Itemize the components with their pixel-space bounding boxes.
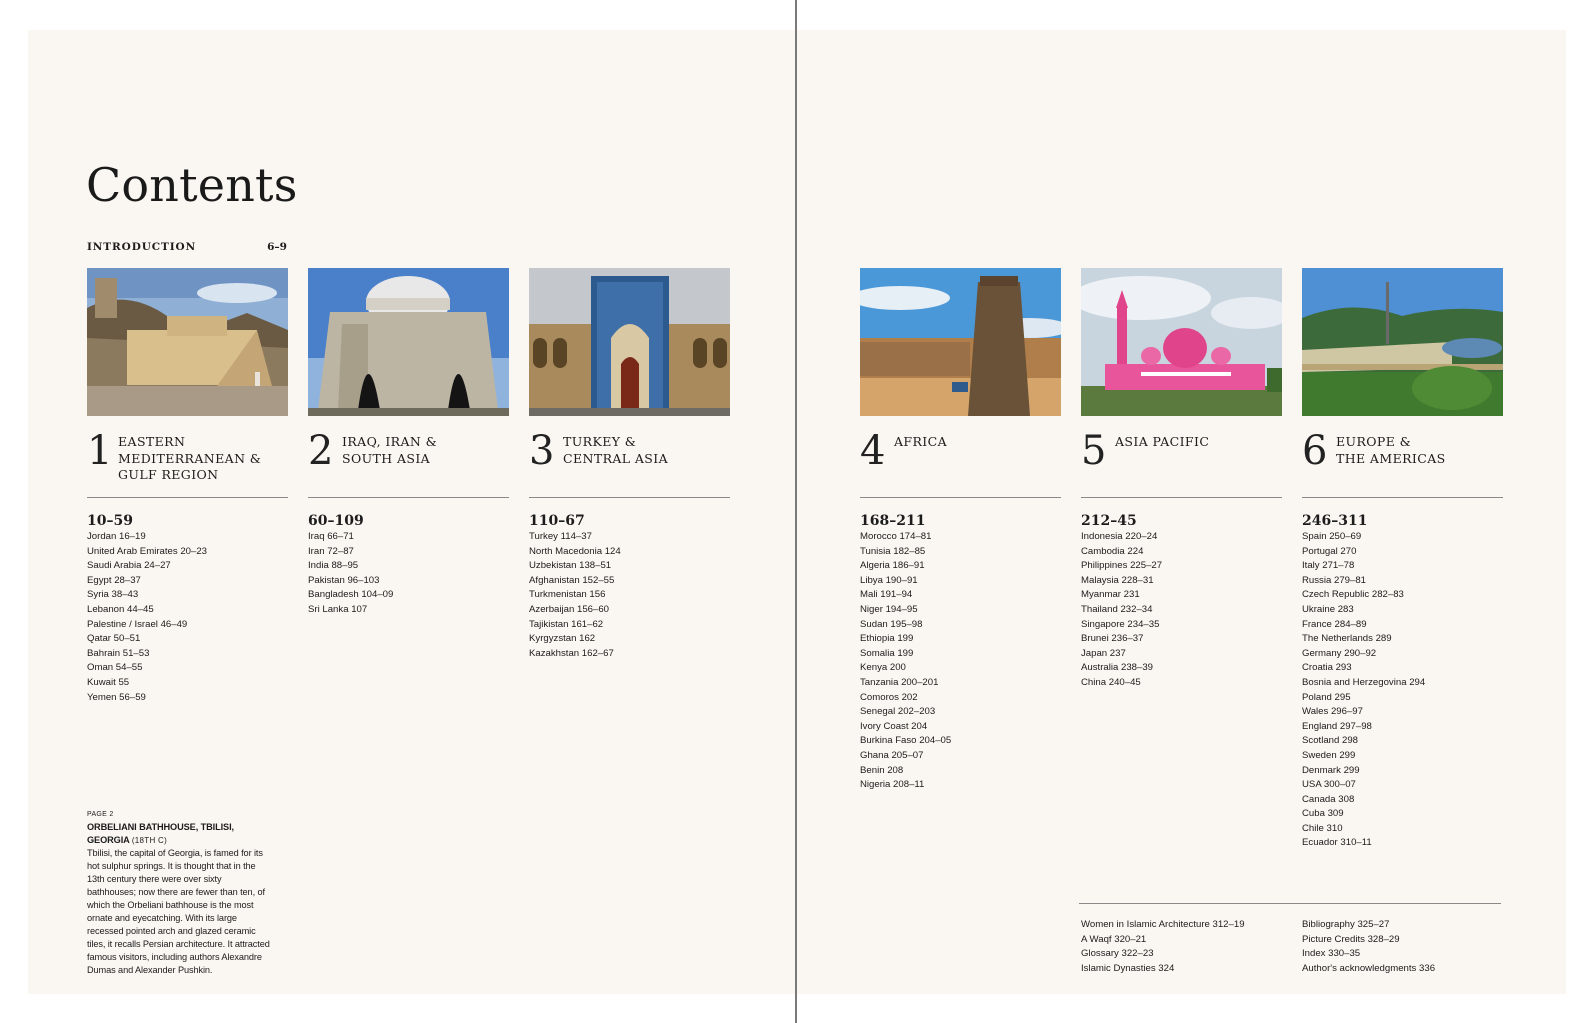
section-title	[894, 434, 1064, 451]
country-list	[308, 530, 509, 618]
section-title-line: EASTERN	[118, 434, 186, 449]
section-page-range: 212–45	[1081, 513, 1137, 529]
list-item: Tajikistan 161–62	[529, 618, 604, 630]
list-item: Indonesia 220–24	[1081, 531, 1158, 542]
list-item: The Netherlands 289	[1302, 633, 1392, 645]
section-page-range: 168–211	[860, 513, 926, 529]
list-item: Turkey 114–37	[529, 531, 592, 542]
list-item: Bangladesh 104–09	[308, 589, 394, 601]
list-item: Bosnia and Herzegovina 294	[1302, 676, 1426, 688]
list-item: Czech Republic 282–83	[1302, 589, 1404, 601]
list-item: Thailand 232–34	[1081, 603, 1153, 615]
section-title-line: EUROPE &	[1336, 434, 1412, 449]
list-item: Ecuador 310–11	[1302, 837, 1372, 849]
list-item: Cuba 309	[1302, 808, 1344, 820]
section-eastern-mediterranean	[87, 268, 288, 705]
section-photo	[860, 268, 1061, 416]
list-item: Spain 250–69	[1302, 531, 1362, 542]
list-item: Kuwait 55	[87, 676, 130, 688]
section-divider	[1081, 497, 1282, 498]
section-page-range: 10–59	[87, 513, 133, 529]
list-item: Chile 310	[1302, 822, 1343, 834]
section-divider	[1302, 497, 1503, 498]
list-item: Kyrgyzstan 162	[529, 633, 596, 645]
list-item: Benin 208	[860, 764, 904, 776]
list-item: Nigeria 208–11	[860, 779, 925, 791]
list-item: Index 330–35	[1302, 948, 1361, 960]
list-item: Singapore 234–35	[1081, 618, 1160, 630]
caption-title-text: ORBELIANI BATHHOUSE, TBILISI, GEORGIA	[87, 822, 234, 845]
section-title-line: IRAQ, IRAN &	[342, 434, 438, 449]
list-item: Palestine / Israel 46–49	[87, 618, 188, 630]
section-photo	[1302, 268, 1503, 416]
list-item: Ivory Coast 204	[860, 720, 928, 732]
list-item: Islamic Dynasties 324	[1081, 962, 1175, 974]
section-heading	[1081, 428, 1282, 497]
list-item: Saudi Arabia 24–27	[87, 560, 171, 572]
section-title	[1115, 434, 1285, 451]
list-item: Italy 271–78	[1302, 560, 1355, 572]
list-item: Libya 190–91	[860, 574, 918, 586]
list-item: Sri Lanka 107	[308, 603, 368, 615]
image-caption	[87, 808, 272, 977]
list-item: Ghana 205–07	[860, 749, 924, 761]
list-item: Morocco 174–81	[860, 531, 932, 542]
list-item: Turkmenistan 156	[529, 589, 606, 601]
section-number: 3	[529, 428, 555, 474]
list-item: Somalia 199	[860, 647, 914, 659]
section-heading	[308, 428, 509, 497]
section-heading	[87, 428, 288, 497]
list-item: India 88–95	[308, 560, 359, 572]
caption-body: Tbilisi, the capital of Georgia, is famed for its hot sulphur springs. It is thought that in the 13th century there were over sixty bathhouses; now there are fewer than ten, of which the Orbeliani bathhouse is the most ornate and eyecatching. With its large recessed pointed arch and glazed ceramic tiles, it recalls Persian architecture. It attracted famous visitors, including authors Alexandre Dumas and Alexander Pushkin.	[87, 848, 270, 975]
introduction-label: INTRODUCTION	[87, 241, 197, 253]
list-item: Egypt 28–37	[87, 574, 141, 586]
list-item: Malaysia 228–31	[1081, 574, 1154, 586]
section-photo	[87, 268, 288, 416]
list-item: Sweden 299	[1302, 749, 1356, 761]
book-gutter	[795, 0, 797, 1023]
section-turkey-central-asia	[529, 268, 730, 661]
back-matter-list-right	[1302, 918, 1435, 976]
introduction-entry	[87, 241, 287, 255]
section-heading	[860, 428, 1061, 497]
section-asia-pacific	[1081, 268, 1282, 691]
list-item: Brunei 236–37	[1081, 633, 1144, 645]
section-title-line: MEDITERRANEAN &	[118, 450, 262, 466]
list-item: Bibliography 325–27	[1302, 919, 1390, 930]
section-title	[1336, 434, 1506, 467]
list-item: United Arab Emirates 20–23	[87, 545, 207, 557]
list-item: Philippines 225–27	[1081, 560, 1163, 572]
mausoleum-photo-2	[308, 268, 509, 416]
list-item: France 284–89	[1302, 618, 1367, 630]
list-item: Japan 237	[1081, 647, 1126, 659]
caption-page-label: PAGE 2	[87, 811, 114, 818]
back-matter-divider	[1079, 903, 1501, 904]
caption-date: (18TH C)	[131, 836, 168, 845]
list-item: England 297–98	[1302, 720, 1372, 732]
list-item: Canada 308	[1302, 793, 1355, 805]
section-title-line: THE AMERICAS	[1336, 450, 1446, 466]
list-item: Russia 279–81	[1302, 574, 1367, 586]
madrasa-photo-3	[529, 268, 730, 416]
list-item: Tunisia 182–85	[860, 545, 926, 557]
mosque-photo-1	[87, 268, 288, 416]
list-item: Senegal 202–203	[860, 706, 936, 718]
list-item: Portugal 270	[1302, 545, 1357, 557]
section-title	[342, 434, 512, 467]
section-title-line: CENTRAL ASIA	[563, 450, 669, 466]
list-item: Ethiopia 199	[860, 633, 914, 645]
caption-title	[87, 821, 272, 847]
list-item: Myanmar 231	[1081, 589, 1140, 601]
list-item: Mali 191–94	[860, 589, 913, 601]
section-divider	[87, 497, 288, 498]
list-item: Uzbekistan 138–51	[529, 560, 612, 572]
list-item: Picture Credits 328–29	[1302, 933, 1400, 945]
country-list	[1302, 530, 1503, 851]
section-title-line: ASIA PACIFIC	[1115, 434, 1210, 449]
section-page-range: 110–67	[529, 513, 585, 529]
list-item: Germany 290–92	[1302, 647, 1377, 659]
list-item: Croatia 293	[1302, 662, 1352, 674]
list-item: Glossary 322–23	[1081, 948, 1154, 960]
country-list	[529, 530, 730, 661]
section-number: 5	[1081, 428, 1107, 474]
list-item: Women in Islamic Architecture 312–19	[1081, 919, 1245, 930]
section-title	[563, 434, 733, 467]
section-divider	[308, 497, 509, 498]
country-list	[87, 530, 288, 705]
list-item: Denmark 299	[1302, 764, 1360, 776]
pink-mosque-photo-5	[1081, 268, 1282, 416]
section-page-range: 246–311	[1302, 513, 1368, 529]
list-item: Cambodia 224	[1081, 545, 1144, 557]
list-item: Algeria 186–91	[860, 560, 925, 572]
section-europe-americas	[1302, 268, 1503, 851]
country-list	[1081, 530, 1282, 691]
list-item: Burkina Faso 204–05	[860, 735, 952, 747]
list-item: Wales 296–97	[1302, 706, 1363, 718]
list-item: Iraq 66–71	[308, 531, 354, 542]
list-item: Oman 54–55	[87, 662, 143, 674]
list-item: Syria 38–43	[87, 589, 139, 601]
list-item: Poland 295	[1302, 691, 1351, 703]
list-item: Sudan 195–98	[860, 618, 923, 630]
list-item: Yemen 56–59	[87, 691, 146, 703]
back-matter-list-left	[1081, 918, 1245, 976]
list-item: A Waqf 320–21	[1081, 933, 1147, 945]
list-item: Bahrain 51–53	[87, 647, 150, 659]
list-item: China 240–45	[1081, 676, 1141, 688]
section-title	[118, 434, 288, 484]
section-number: 4	[860, 428, 886, 474]
list-item: Pakistan 96–103	[308, 574, 380, 586]
section-iraq-iran-south-asia	[308, 268, 509, 618]
country-list	[860, 530, 1061, 793]
section-title-line: TURKEY &	[563, 434, 637, 449]
list-item: Jordan 16–19	[87, 531, 146, 542]
section-page-range: 60–109	[308, 513, 364, 529]
section-title-line: SOUTH ASIA	[342, 450, 431, 466]
civic-center-photo-6	[1302, 268, 1503, 416]
section-heading	[1302, 428, 1503, 497]
section-photo	[1081, 268, 1282, 416]
list-item: Kazakhstan 162–67	[529, 647, 614, 659]
list-item: Qatar 50–51	[87, 633, 141, 645]
section-photo	[529, 268, 730, 416]
section-divider	[529, 497, 730, 498]
section-africa	[860, 268, 1061, 793]
list-item: Niger 194–95	[860, 603, 918, 615]
page-title: Contents	[86, 158, 298, 212]
list-item: USA 300–07	[1302, 779, 1356, 791]
section-heading	[529, 428, 730, 497]
section-photo	[308, 268, 509, 416]
list-item: North Macedonia 124	[529, 545, 621, 557]
section-number: 6	[1302, 428, 1328, 474]
list-item: Ukraine 283	[1302, 603, 1354, 615]
list-item: Tanzania 200–201	[860, 676, 939, 688]
section-number: 2	[308, 428, 334, 474]
tower-photo-4	[860, 268, 1061, 416]
list-item: Iran 72–87	[308, 545, 354, 557]
section-number: 1	[87, 428, 113, 474]
list-item: Author's acknowledgments 336	[1302, 962, 1436, 974]
list-item: Scotland 298	[1302, 735, 1359, 747]
list-item: Comoros 202	[860, 691, 918, 703]
list-item: Australia 238–39	[1081, 662, 1154, 674]
section-divider	[860, 497, 1061, 498]
introduction-pages: 6–9	[267, 241, 287, 253]
list-item: Afghanistan 152–55	[529, 574, 615, 586]
list-item: Lebanon 44–45	[87, 603, 154, 615]
section-title-line: GULF REGION	[118, 467, 219, 482]
section-title-line: AFRICA	[894, 434, 948, 449]
list-item: Azerbaijan 156–60	[529, 603, 610, 615]
list-item: Kenya 200	[860, 662, 906, 674]
